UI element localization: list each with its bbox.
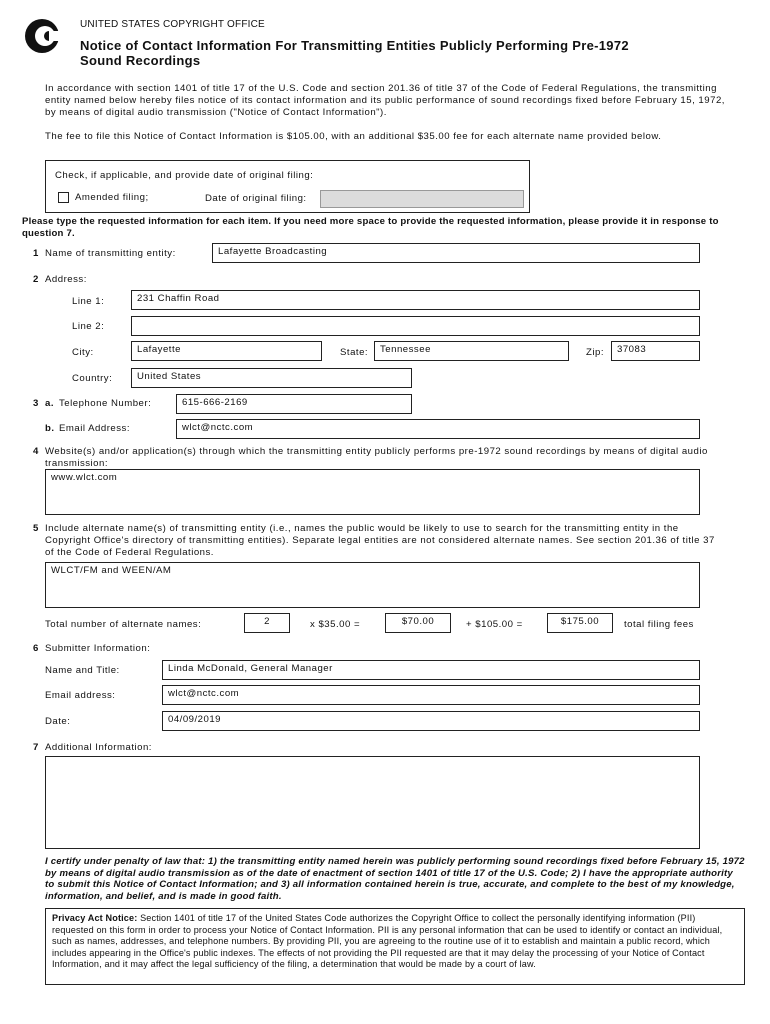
q7-number: 7	[33, 742, 39, 753]
total-fee-field[interactable]: $175.00	[547, 613, 613, 633]
email-label: Email Address:	[59, 423, 130, 434]
q6-label: Submitter Information:	[45, 643, 151, 654]
city-label: City:	[72, 347, 94, 358]
q1-number: 1	[33, 248, 39, 259]
submitter-name-field[interactable]: Linda McDonald, General Manager	[162, 660, 700, 680]
q4-label: Website(s) and/or application(s) through which the transmitting entity publicly performs pre-1972 sound recordings by means of digital audio transmission:	[45, 446, 708, 469]
plus-label: + $105.00 =	[466, 619, 523, 630]
amended-filing-checkbox[interactable]	[58, 192, 69, 203]
entity-name-field[interactable]: Lafayette Broadcasting	[212, 243, 700, 263]
privacy-body: Section 1401 of title 17 of the United States Code authorizes the Copyright Office to collect the personally identifying information (PII) requested on this form in order to process your Notice of Contact Information. PII is any personal information that can be used to identify or contact an individual, such as names, addresses, and telephone numbers. By providing PII, you are agreeing to the routine use of it to establish and maintain a public record, which includes appearing in the Office's public indexes. The effects of not providing the PII requested are that it may delay the processing of your Notice of Contact Information, and it may affect the legal sufficiency of the filing, a determination that would be made by a court of law.	[52, 913, 723, 969]
address-line2-field[interactable]	[131, 316, 700, 336]
original-date-field[interactable]	[320, 190, 524, 208]
intro-paragraph: In accordance with section 1401 of title 17 of the U.S. Code and section 201.36 of title 37 of the Code of Federal Regulations, the transmitting entity named below hereby files notice of its contact information and its public performance of sound recordings fixed before February 15, 1972, by means of digital audio transmission ("Notice of Contact Information").	[45, 83, 725, 118]
phone-field[interactable]: 615-666-2169	[176, 394, 412, 414]
q3a-marker: a.	[45, 398, 55, 409]
q2-number: 2	[33, 274, 39, 285]
privacy-heading: Privacy Act Notice:	[52, 913, 138, 923]
privacy-act-notice	[45, 908, 745, 985]
zip-field[interactable]: 37083	[611, 341, 700, 361]
form-title: Notice of Contact Information For Transmitting Entities Publicly Performing Pre-1972	[80, 38, 629, 53]
form-title-line2: Sound Recordings	[80, 53, 201, 68]
q5-number: 5	[33, 523, 39, 534]
submitter-date-label: Date:	[45, 716, 71, 727]
times-label: x $35.00 =	[310, 619, 361, 630]
line1-label: Line 1:	[72, 296, 105, 307]
country-field[interactable]: United States	[131, 368, 412, 388]
website-field[interactable]: www.wlct.com	[45, 469, 700, 515]
alternate-names-field[interactable]: WLCT/FM and WEEN/AM	[45, 562, 700, 608]
email-field[interactable]: wlct@nctc.com	[176, 419, 700, 439]
office-name: UNITED STATES COPYRIGHT OFFICE	[80, 19, 265, 30]
amended-filing-label: Amended filing;	[75, 192, 149, 203]
submitter-name-label: Name and Title:	[45, 665, 120, 676]
line2-label: Line 2:	[72, 321, 105, 332]
original-date-label: Date of original filing:	[205, 193, 307, 204]
alternate-count-field[interactable]: 2	[244, 613, 290, 633]
city-field[interactable]: Lafayette	[131, 341, 322, 361]
zip-label: Zip:	[586, 347, 604, 358]
additional-info-field[interactable]	[45, 756, 700, 849]
total-names-label: Total number of alternate names:	[45, 619, 202, 630]
submitter-email-field[interactable]: wlct@nctc.com	[162, 685, 700, 705]
alternate-fee-field[interactable]: $70.00	[385, 613, 451, 633]
q3b-marker: b.	[45, 423, 55, 434]
q5-label: Include alternate name(s) of transmitting entity (i.e., names the public would be likely to use to search for the transmitting entity in the Copyright Office's directory of transmitting entities). Separate legal entities are not considered alternate names. See section 201.36 of title 37 of the Code of Federal Regulations.	[45, 523, 715, 558]
amended-instruction: Check, if applicable, and provide date of original filing:	[55, 170, 314, 181]
q2-label: Address:	[45, 274, 87, 285]
submitter-date-field[interactable]: 04/09/2019	[162, 711, 700, 731]
total-suffix: total filing fees	[624, 619, 694, 630]
q6-number: 6	[33, 643, 39, 654]
copyright-office-logo	[20, 18, 72, 54]
q7-label: Additional Information:	[45, 742, 152, 753]
q4-number: 4	[33, 446, 39, 457]
address-line1-field[interactable]: 231 Chaffin Road	[131, 290, 700, 310]
fee-paragraph: The fee to file this Notice of Contact Information is $105.00, with an additional $35.00 fee for each alternate name provided below.	[45, 131, 662, 142]
q3-number: 3	[33, 398, 39, 409]
country-label: Country:	[72, 373, 113, 384]
state-label: State:	[340, 347, 369, 358]
instructions: Please type the requested information for each item. If you need more space to provide the requested information, please provide it in response to question 7.	[22, 216, 719, 239]
submitter-email-label: Email address:	[45, 690, 116, 701]
phone-label: Telephone Number:	[59, 398, 152, 409]
certification-statement: I certify under penalty of law that: 1) the transmitting entity named herein was publicly performing sound recordings fixed before February 15, 1972 by means of digital audio transmission as of the date of enactment of section 1401 of title 17 of the U.S. Code; 2) I have the appropriate authority to submit this Notice of Contact Information; and 3) all information contained herein is true, accurate, and complete to the best of my knowledge, information, and belief, and is made in good faith.	[45, 856, 745, 902]
state-field[interactable]: Tennessee	[374, 341, 569, 361]
q1-label: Name of transmitting entity:	[45, 248, 176, 259]
